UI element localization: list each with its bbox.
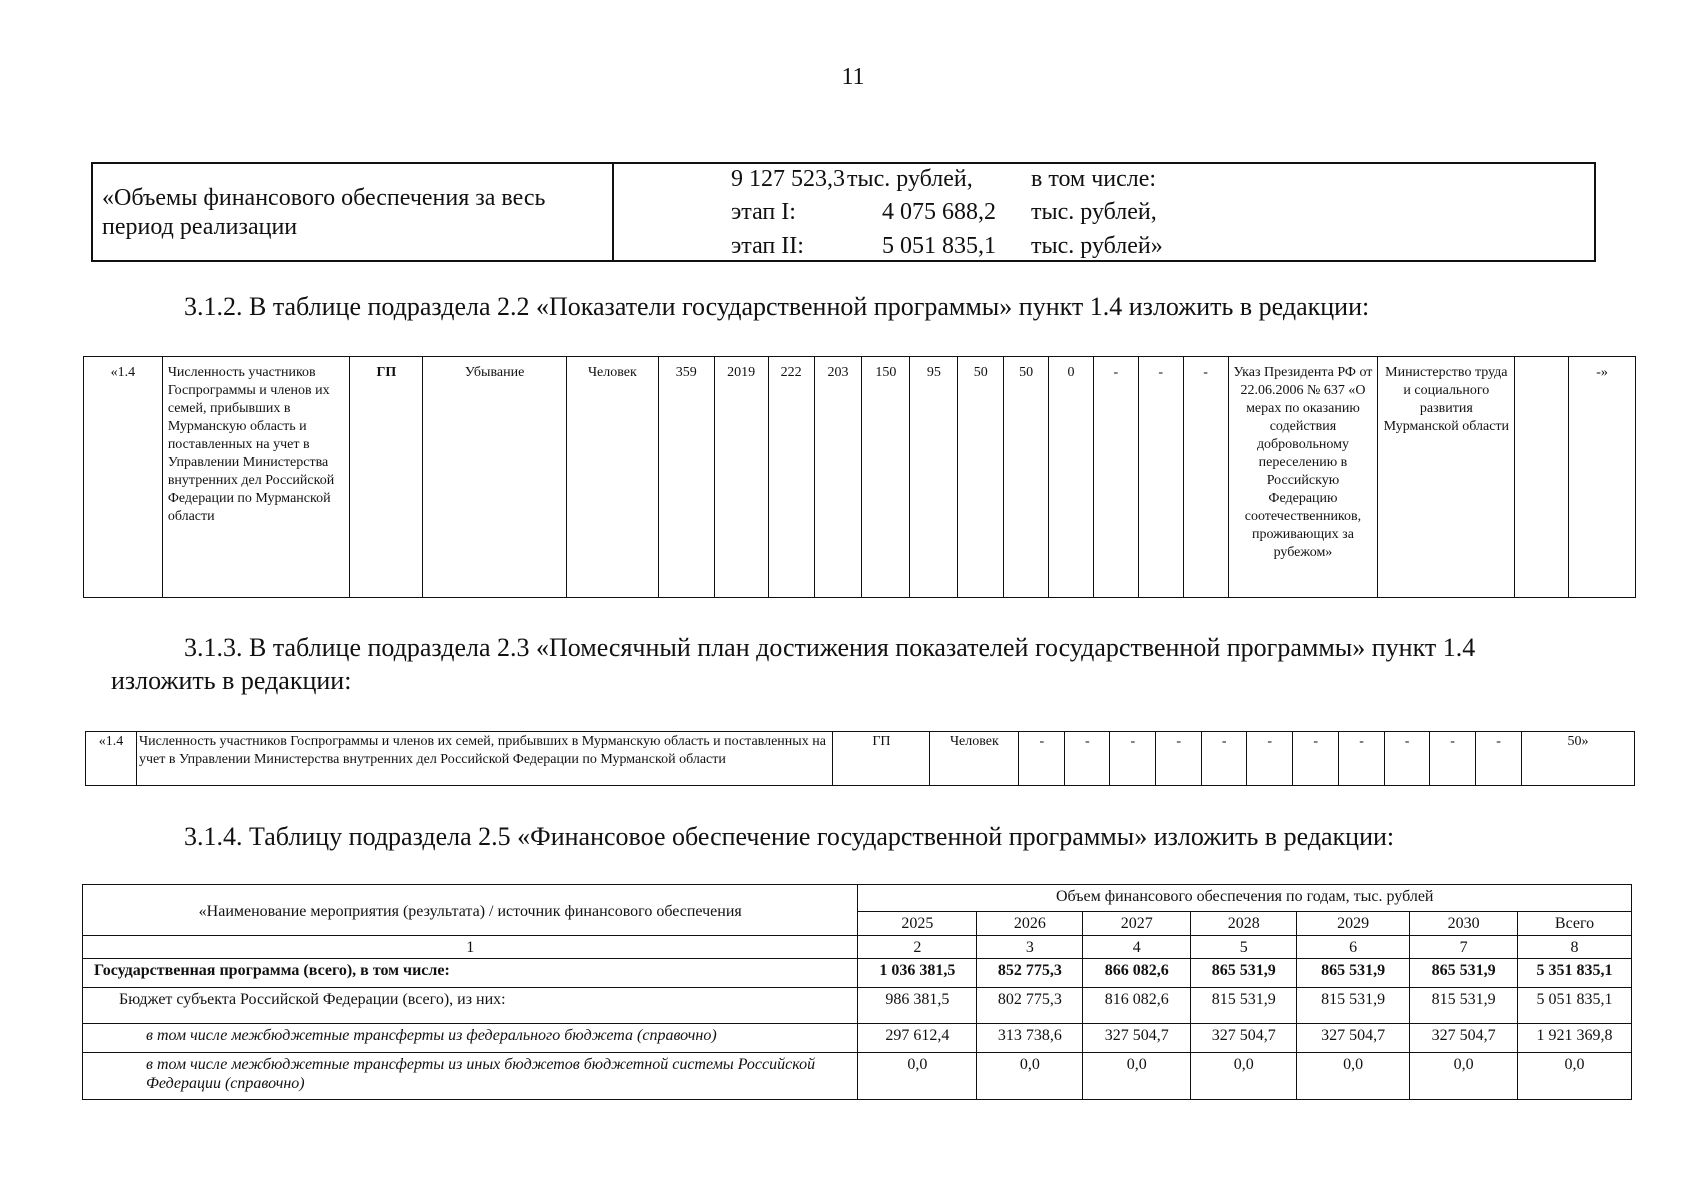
indicator-num: «1.4 (84, 357, 163, 598)
year-header: 2025 (858, 911, 977, 936)
total-note: в том числе: (1031, 166, 1157, 192)
row-value: 297 612,4 (858, 1024, 977, 1053)
col-number: 6 (1297, 936, 1410, 959)
row-value: 327 504,7 (1410, 1024, 1518, 1053)
stage1-label: этап I: (731, 199, 796, 225)
monthly-value: - (1247, 732, 1293, 786)
indicator-value: - (1138, 357, 1183, 598)
volume-header: Объем финансового обеспечения по годам, тыс. рублей (858, 885, 1632, 912)
indicator-trend: Убывание (423, 357, 567, 598)
row-value: 5 351 835,1 (1518, 958, 1632, 988)
heading-3-1-3-continued: изложить в редакции: (111, 666, 352, 695)
stage1-value: 4 075 688,2 (882, 199, 996, 225)
monthly-value: - (1385, 732, 1430, 786)
row-value: 865 531,9 (1410, 958, 1518, 988)
indicator-end: -» (1569, 357, 1636, 598)
table-row (83, 988, 1632, 1024)
monthly-value: - (1065, 732, 1110, 786)
stage2-value: 5 051 835,1 (882, 233, 996, 259)
indicator-value: 0 (1049, 357, 1094, 598)
row-name: в том числе межбюджетные трансферты из федерального бюджета (справочно) (83, 1024, 858, 1053)
row-name: Бюджет субъекта Российской Федерации (всего), из них: (83, 988, 858, 1024)
monthly-value: - (1110, 732, 1156, 786)
column-numbers-row (83, 936, 1632, 959)
stage2-label: этап II: (731, 233, 804, 259)
year-header: 2028 (1191, 911, 1297, 936)
table-row (83, 958, 1632, 988)
row-value: 0,0 (1297, 1052, 1410, 1099)
stage1-unit: тыс. рублей, (1031, 199, 1157, 225)
monthly-value: - (1293, 732, 1339, 786)
row-value: 0,0 (858, 1052, 977, 1099)
indicator-responsible: Министерство труда и социального развития Мурманской области (1378, 357, 1515, 598)
indicator-row-1-4 (84, 357, 1636, 598)
indicator-value: - (1093, 357, 1138, 598)
col-number: 4 (1083, 936, 1191, 959)
heading-3-1-2: 3.1.2. В таблице подраздела 2.2 «Показатели государственной программы» пункт 1.4 изложить в редакции: (184, 292, 1370, 321)
row-value: 866 082,6 (1083, 958, 1191, 988)
row-value: 0,0 (1191, 1052, 1297, 1099)
indicators-table (83, 356, 1636, 598)
monthly-value: - (1339, 732, 1385, 786)
indicator-value: 222 (768, 357, 814, 598)
year-header: 2026 (977, 911, 1083, 936)
financing-label: «Объемы финансового обеспечения за весь период реализации (92, 163, 613, 261)
row-value: 0,0 (1518, 1052, 1632, 1099)
name-header: «Наименование мероприятия (результата) / источник финансового обеспечения (83, 885, 858, 936)
financial-support-table (82, 884, 1632, 1100)
year-header: 2027 (1083, 911, 1191, 936)
indicator-level: ГП (350, 357, 423, 598)
monthly-end: 50» (1522, 732, 1635, 786)
total-unit: тыс. рублей, (847, 166, 973, 192)
monthly-num: «1.4 (86, 732, 137, 786)
row-value: 815 531,9 (1191, 988, 1297, 1024)
row-value: 815 531,9 (1297, 988, 1410, 1024)
row-value: 327 504,7 (1297, 1024, 1410, 1053)
monthly-name: Численность участников Госпрограммы и членов их семей, прибывших в Мурманскую область и поставленных на учет в Управлении Министерства внутренних дел Российской Федерации по Мурманской области (136, 732, 832, 786)
row-value: 327 504,7 (1191, 1024, 1297, 1053)
monthly-value: - (1430, 732, 1476, 786)
year-header: 2030 (1410, 911, 1518, 936)
row-name: в том числе межбюджетные трансферты из иных бюджетов бюджетной системы Российской Федерации (справочно) (83, 1052, 858, 1099)
col-number: 7 (1410, 936, 1518, 959)
monthly-value: - (1476, 732, 1522, 786)
financing-values (613, 163, 1595, 261)
table-row (83, 1052, 1632, 1099)
row-value: 865 531,9 (1191, 958, 1297, 988)
indicator-value: 2019 (714, 357, 768, 598)
row-value: 986 381,5 (858, 988, 977, 1024)
monthly-value: - (1156, 732, 1202, 786)
indicator-name: Численность участников Госпрограммы и членов их семей, прибывших в Мурманскую область и поставленных на учет в Управлении Министерства внутренних дел Российской Федерации по Мурманской области (162, 357, 350, 598)
col-number: 5 (1191, 936, 1297, 959)
monthly-unit: Человек (930, 732, 1019, 786)
col-number: 3 (977, 936, 1083, 959)
row-value: 802 775,3 (977, 988, 1083, 1024)
indicator-value: 95 (910, 357, 958, 598)
row-value: 0,0 (1083, 1052, 1191, 1099)
indicator-value: 50 (1004, 357, 1049, 598)
indicator-value: 150 (862, 357, 910, 598)
total-header: Всего (1518, 911, 1632, 936)
row-value: 327 504,7 (1083, 1024, 1191, 1053)
indicator-value: 203 (814, 357, 862, 598)
row-value: 313 738,6 (977, 1024, 1083, 1053)
financing-volume-table (91, 162, 1596, 262)
stage2-unit: тыс. рублей» (1031, 233, 1163, 259)
row-value: 1 036 381,5 (858, 958, 977, 988)
indicator-value: 359 (658, 357, 714, 598)
total-value: 9 127 523,3 (731, 166, 845, 192)
row-value: 816 082,6 (1083, 988, 1191, 1024)
row-name: Государственная программа (всего), в том числе: (83, 958, 858, 988)
row-value: 815 531,9 (1410, 988, 1518, 1024)
col-number: 1 (83, 936, 858, 959)
monthly-row-1-4 (86, 732, 1635, 786)
row-value: 0,0 (977, 1052, 1083, 1099)
row-value: 0,0 (1410, 1052, 1518, 1099)
indicator-unit: Человек (566, 357, 658, 598)
indicator-document: Указ Президента РФ от 22.06.2006 № 637 «О мерах по оказанию содействия добровольному переселению в Российскую Федерацию соотечественников, проживающих за рубежом» (1228, 357, 1378, 598)
page-number: 11 (841, 64, 865, 90)
monthly-value: - (1019, 732, 1065, 786)
row-value: 852 775,3 (977, 958, 1083, 988)
row-value: 5 051 835,1 (1518, 988, 1632, 1024)
indicator-extra (1515, 357, 1569, 598)
table-row (83, 1024, 1632, 1053)
monthly-plan-table (85, 731, 1635, 786)
monthly-value: - (1202, 732, 1247, 786)
indicator-value: - (1183, 357, 1228, 598)
row-value: 865 531,9 (1297, 958, 1410, 988)
col-number: 2 (858, 936, 977, 959)
indicator-value: 50 (958, 357, 1004, 598)
row-value: 1 921 369,8 (1518, 1024, 1632, 1053)
monthly-level: ГП (833, 732, 930, 786)
col-number: 8 (1518, 936, 1632, 959)
heading-3-1-4: 3.1.4. Таблицу подраздела 2.5 «Финансовое обеспечение государственной программы» изложить в редакции: (184, 822, 1395, 851)
heading-3-1-3: 3.1.3. В таблице подраздела 2.3 «Помесячный план достижения показателей государственной программы» пункт 1.4 (184, 633, 1476, 662)
year-header: 2029 (1297, 911, 1410, 936)
